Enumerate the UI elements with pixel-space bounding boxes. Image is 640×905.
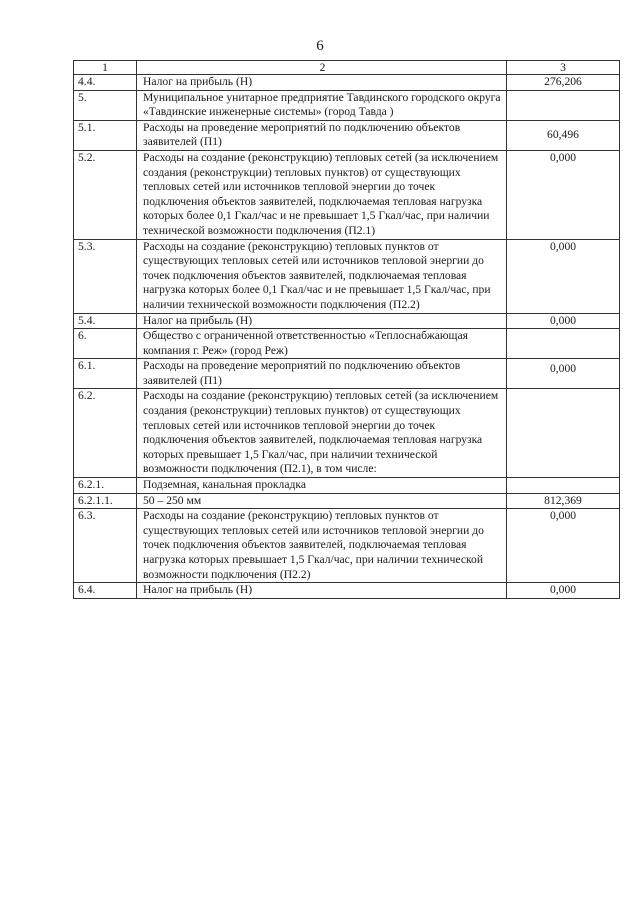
- row-description: Налог на прибыль (Н): [137, 75, 507, 91]
- page-number: 6: [316, 38, 324, 54]
- row-value: [507, 329, 620, 359]
- table-row: [74, 75, 620, 91]
- row-description: Расходы на создание (реконструкцию) тепловых сетей (за исключением создания (реконструкции) тепловых пунктов) от существующих тепловых сетей или источников тепловой энергии до точек подключения объектов заявителей, подключаемая тепловая нагрузка которых более 0,1 Гкал/час и не превышает 1,5 Гкал/час, при наличии технической возможности подключения (П2.1): [137, 150, 507, 239]
- table-row: [74, 239, 620, 313]
- row-value: 0,000: [507, 509, 620, 583]
- tariff-table: [73, 60, 620, 599]
- table-row: [74, 150, 620, 239]
- table-row: [74, 90, 620, 120]
- row-value: 0,000: [507, 313, 620, 329]
- row-description: Муниципальное унитарное предприятие Тавдинского городского округа «Тавдинские инженерные системы» (город Тавда ): [137, 90, 507, 120]
- row-description: Общество с ограниченной ответственностью «Теплоснабжающая компания г. Реж» (город Реж): [137, 329, 507, 359]
- row-number: 5.4.: [74, 313, 137, 329]
- row-description: Расходы на создание (реконструкцию) тепловых пунктов от существующих тепловых сетей или источников тепловой энергии до точек подключения объектов заявителей, подключаемая тепловая нагрузка которых превышает 1,5 Гкал/час, при наличии технической возможности подключения (П2.2): [137, 509, 507, 583]
- row-number: 6.2.1.: [74, 478, 137, 494]
- row-number: 6.3.: [74, 509, 137, 583]
- table-row: [74, 509, 620, 583]
- row-number: 5.: [74, 90, 137, 120]
- row-description: Налог на прибыль (Н): [137, 583, 507, 599]
- table-row: [74, 120, 620, 150]
- table-row: [74, 389, 620, 478]
- row-value: 0,000: [507, 583, 620, 599]
- row-value: 276,206: [507, 75, 620, 91]
- row-number: 6.2.: [74, 389, 137, 478]
- row-value: 0,000: [507, 150, 620, 239]
- table-row: [74, 478, 620, 494]
- row-number: 4.4.: [74, 75, 137, 91]
- header-col-3: 3: [507, 61, 620, 75]
- row-value: 0,000: [507, 359, 620, 389]
- row-description: Подземная, канальная прокладка: [137, 478, 507, 494]
- row-number: 5.3.: [74, 239, 137, 313]
- row-number: 6.: [74, 329, 137, 359]
- table-row: [74, 329, 620, 359]
- row-value: 0,000: [507, 239, 620, 313]
- table-row: [74, 359, 620, 389]
- row-number: 6.1.: [74, 359, 137, 389]
- row-description: Расходы на создание (реконструкцию) тепловых пунктов от существующих тепловых сетей или источников тепловой энергии до точек подключения объектов заявителей, подключаемая тепловая нагрузка которых более 0,1 Гкал/час и не превышает 1,5 Гкал/час, при наличии технической возможности подключения (П2.2): [137, 239, 507, 313]
- row-number: 5.1.: [74, 120, 137, 150]
- table-header-row: [74, 61, 620, 75]
- table-row: [74, 583, 620, 599]
- row-description: Расходы на создание (реконструкцию) тепловых сетей (за исключением создания (реконструкции) тепловых пунктов) от существующих тепловых сетей или источников тепловой энергии до точек подключения объектов заявителей, подключаемая тепловая нагрузка которых превышает 1,5 Гкал/час, при наличии технической возможности подключения (П2.1), в том числе:: [137, 389, 507, 478]
- header-col-1: 1: [74, 61, 137, 75]
- row-number: 6.2.1.1.: [74, 493, 137, 509]
- table-row: [74, 493, 620, 509]
- row-description: Налог на прибыль (Н): [137, 313, 507, 329]
- row-value: [507, 389, 620, 478]
- row-description: Расходы на проведение мероприятий по подключению объектов заявителей (П1): [137, 359, 507, 389]
- header-col-2: 2: [137, 61, 507, 75]
- row-number: 5.2.: [74, 150, 137, 239]
- table-row: [74, 313, 620, 329]
- row-value: 812,369: [507, 493, 620, 509]
- row-description: Расходы на проведение мероприятий по подключению объектов заявителей (П1): [137, 120, 507, 150]
- row-value: [507, 90, 620, 120]
- row-number: 6.4.: [74, 583, 137, 599]
- row-value: 60,496: [507, 120, 620, 150]
- row-description: 50 – 250 мм: [137, 493, 507, 509]
- row-value: [507, 478, 620, 494]
